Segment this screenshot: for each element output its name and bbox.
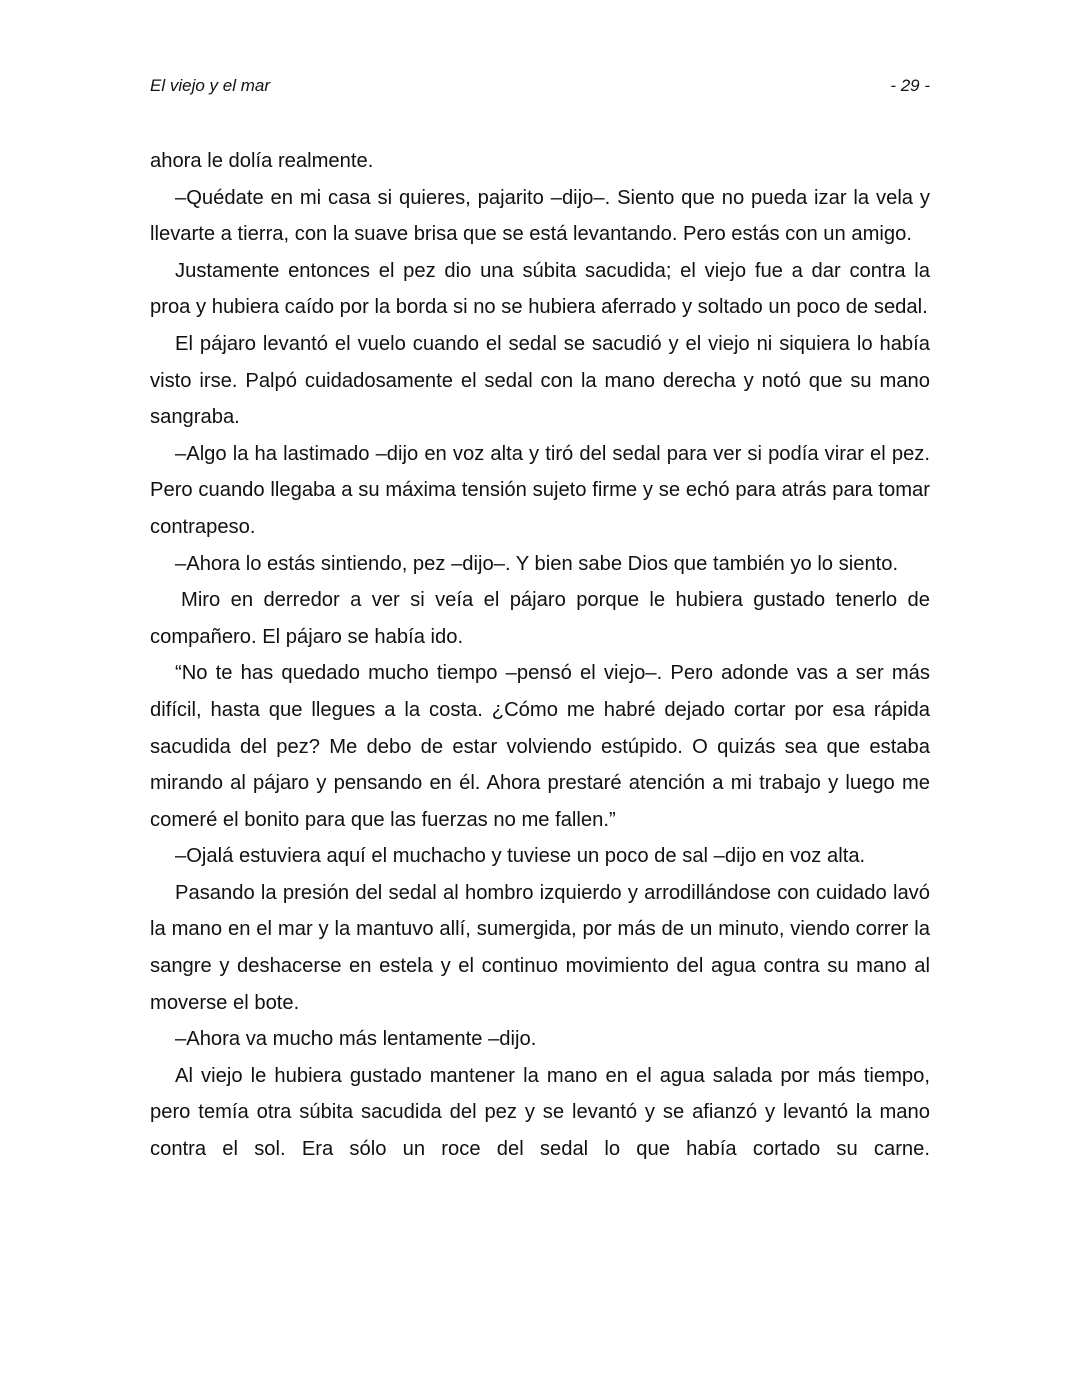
paragraph-8: “No te has quedado mucho tiempo –pensó el viejo–. Pero adonde vas a ser más difícil, hasta que llegues a la costa. ¿Cómo me habré dejado cortar por esa rápida sacudida del pez? Me debo de estar volviendo estúpido. O quizás sea que estaba mirando al pájaro y pensando en él. Ahora prestaré atención a mi trabajo y luego me comeré el bonito para que las fuerzas no me fallen.”	[150, 662, 930, 831]
page-header	[150, 74, 930, 98]
paragraph-1: ahora le dolía realmente.	[150, 150, 374, 172]
paragraph-3: Justamente entonces el pez dio una súbita sacudida; el viejo fue a dar contra la proa y hubiera caído por la borda si no se hubiera aferrado y soltado un poco de sedal.	[150, 259, 930, 319]
paragraph-2: –Quédate en mi casa si quieres, pajarito –dijo–. Siento que no pueda izar la vela y llevarte a tierra, con la suave brisa que se está levantando. Pero estás con un amigo.	[150, 186, 930, 246]
paragraph-10: Pasando la presión del sedal al hombro izquierdo y arrodillándose con cuidado lavó la mano en el mar y la mantuvo allí, sumergida, por más de un minuto, viendo correr la sangre y deshacerse en estela y el continuo movimiento del agua contra su mano al moverse el bote.	[150, 881, 930, 1014]
paragraph-7: Miro en derredor a ver si veía el pájaro porque le hubiera gustado tenerlo de compañero. El pájaro se había ido.	[150, 589, 930, 648]
paragraph-6: –Ahora lo estás sintiendo, pez –dijo–. Y bien sabe Dios que también yo lo siento.	[175, 552, 899, 575]
paragraph-9: –Ojalá estuviera aquí el muchacho y tuviese un poco de sal –dijo en voz alta.	[175, 845, 866, 868]
paragraph-5: –Algo la ha lastimado –dijo en voz alta y tiró del sedal para ver si podía virar el pez. Pero cuando llegaba a su máxima tensión sujeto firme y se echó para atrás para tomar contrapeso.	[150, 442, 930, 538]
paragraph-11: –Ahora va mucho más lentamente –dijo.	[175, 1028, 537, 1051]
paragraph-12: Al viejo le hubiera gustado mantener la mano en el agua salada por más tiempo, pero temía otra súbita sacudida del pez y se levantó y se afianzó y levantó la mano contra el sol. Era sólo un roce del sedal lo que había cortado su carne.	[150, 1064, 930, 1161]
paragraph-4: El pájaro levantó el vuelo cuando el sedal se sacudió y el viejo ni siquiera lo había visto irse. Palpó cuidadosamente el sedal con la mano derecha y notó que su mano sangraba.	[150, 332, 930, 429]
book-title: El viejo y el mar	[150, 76, 270, 95]
page-body	[150, 143, 930, 1168]
page-number: - 29 -	[890, 76, 930, 95]
